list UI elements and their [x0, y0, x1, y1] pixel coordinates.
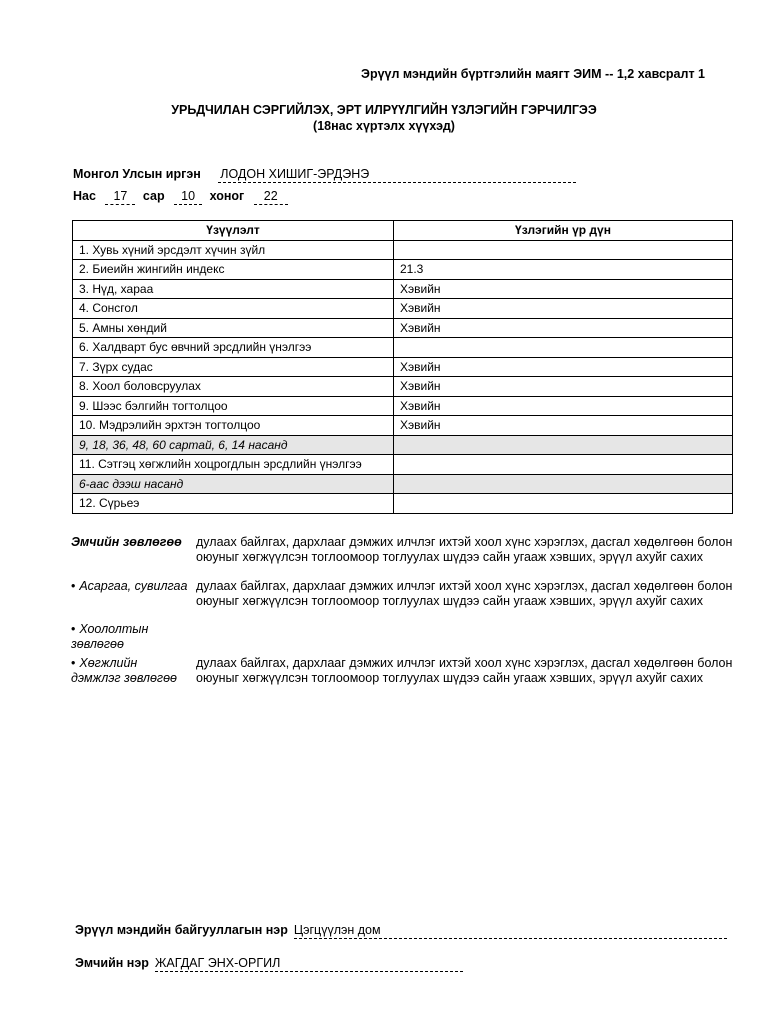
indicator-cell: 6-аас дээш насанд [73, 474, 394, 494]
form-header: Эрүүл мэндийн бүртгэлийн маягт ЭИМ -- 1,2 хавсралт 1 [361, 67, 705, 81]
nutrition-advice-label [71, 622, 181, 652]
care-advice-text: дулаах байлгах, дархлааг дэмжих илчлэг ихтэй хоол хүнс хэрэглэх, дасгал хөдөлгөөн болон оюуныг хөгжүүлсэн тоглоомоор тоглуулах шүдээ сайн угааж хэвших, эрүүл ахуйг сахих [196, 579, 733, 608]
care-advice-label-text: Асаргаа, сувилгаа [79, 579, 188, 593]
table-row [73, 260, 733, 280]
doctor-advice-text: дулаах байлгах, дархлааг дэмжих илчлэг ихтэй хоол хүнс хэрэглэх, дасгал хөдөлгөөн болон оюуныг хөгжүүлсэн тоглоомоор тоглуулах шүдээ сайн угааж хэвших, эрүүл ахуйг сахих [196, 535, 733, 564]
title-line-1: УРЬДЧИЛАН СЭРГИЙЛЭХ, ЭРТ ИЛРҮҮЛГИЙН ҮЗЛЭГИЙН ГЭРЧИЛГЭЭ [171, 103, 597, 117]
indicator-cell: 11. Сэтгэц хөгжлийн хоцрогдлын эрсдлийн үнэлгээ [73, 455, 394, 475]
result-cell: Хэвийн [394, 357, 733, 377]
organization-row [75, 923, 727, 939]
indicator-cell: 5. Амны хөндий [73, 318, 394, 338]
bullet-icon: • [71, 579, 76, 593]
indicator-cell: 12. Сүрьеэ [73, 494, 394, 514]
development-advice-label-text: Хөгжлийн дэмжлэг зөвлөгөө [71, 656, 177, 685]
indicator-cell: 3. Нүд, хараа [73, 279, 394, 299]
indicator-cell: 2. Биеийн жингийн индекс [73, 260, 394, 280]
care-advice-block [71, 579, 737, 609]
care-advice-label [71, 579, 196, 594]
bullet-icon: • [71, 622, 76, 636]
development-advice-label [71, 656, 189, 686]
table-row [73, 494, 733, 514]
development-advice-block [71, 656, 737, 686]
doctor-advice-label: Эмчийн зөвлөгөө [71, 535, 182, 549]
table-row [73, 357, 733, 377]
indicator-cell: 4. Сонсгол [73, 299, 394, 319]
result-cell: Хэвийн [394, 396, 733, 416]
table-header-row [73, 221, 733, 241]
table-row-shaded [73, 474, 733, 494]
nutrition-advice-label-text: Хоололтын зөвлөгөө [71, 622, 149, 651]
title-line-2: (18нас хүртэлх хүүхэд) [313, 119, 455, 133]
doctor-advice-block [71, 535, 737, 565]
indicator-cell: 10. Мэдрэлийн эрхтэн тогтолцоо [73, 416, 394, 436]
result-cell: Хэвийн [394, 299, 733, 319]
result-cell [394, 338, 733, 358]
result-cell: Хэвийн [394, 318, 733, 338]
citizen-name-field: ЛОДОН ХИШИГ-ЭРДЭНЭ [218, 167, 576, 183]
organization-label: Эрүүл мэндийн байгууллагын нэр [75, 923, 288, 937]
table-row [73, 396, 733, 416]
doctor-name-row [75, 956, 463, 972]
age-years-field: 17 [105, 189, 135, 205]
month-label: сар [142, 189, 165, 203]
indicator-cell: 9, 18, 36, 48, 60 сартай, 6, 14 насанд [73, 435, 394, 455]
age-months-field: 10 [174, 189, 202, 205]
age-label: Нас [73, 189, 96, 203]
document-title [0, 102, 768, 134]
citizen-row [73, 167, 576, 183]
column-header-indicator: Үзүүлэлт [73, 221, 394, 241]
table-row [73, 338, 733, 358]
table-row [73, 455, 733, 475]
result-cell [394, 455, 733, 475]
age-days-field: 22 [254, 189, 288, 205]
table-row [73, 318, 733, 338]
result-cell [394, 474, 733, 494]
table-row [73, 299, 733, 319]
indicator-cell: 1. Хувь хүний эрсдэлт хүчин зүйл [73, 240, 394, 260]
result-cell [394, 435, 733, 455]
result-cell [394, 240, 733, 260]
result-cell [394, 494, 733, 514]
organization-name-field: Цэгцүүлэн дом [294, 923, 727, 939]
table-row [73, 416, 733, 436]
table-row [73, 240, 733, 260]
development-advice-text: дулаах байлгах, дархлааг дэмжих илчлэг ихтэй хоол хүнс хэрэглэх, дасгал хөдөлгөөн болон оюуныг хөгжүүлсэн тоглоомоор тоглуулах шүдээ сайн угааж хэвших, эрүүл ахуйг сахих [196, 656, 733, 685]
table-row [73, 279, 733, 299]
result-cell: Хэвийн [394, 279, 733, 299]
indicator-cell: 9. Шээс бэлгийн тогтолцоо [73, 396, 394, 416]
doctor-name-label: Эмчийн нэр [75, 956, 149, 970]
result-cell: Хэвийн [394, 377, 733, 397]
age-row [73, 189, 288, 205]
indicator-cell: 8. Хоол боловсруулах [73, 377, 394, 397]
result-cell: Хэвийн [394, 416, 733, 436]
indicator-cell: 6. Халдварт бус өвчний эрсдлийн үнэлгээ [73, 338, 394, 358]
doctor-name-field: ЖАГДАГ ЭНХ-ОРГИЛ [155, 956, 463, 972]
table-row [73, 377, 733, 397]
bullet-icon: • [71, 656, 76, 670]
day-label: хоног [209, 189, 245, 203]
indicator-cell: 7. Зүрх судас [73, 357, 394, 377]
column-header-result: Үзлэгийн үр дүн [394, 221, 733, 241]
result-cell: 21.3 [394, 260, 733, 280]
citizen-label: Монгол Улсын иргэн [73, 167, 201, 181]
table-row-shaded [73, 435, 733, 455]
examination-table [72, 220, 733, 514]
